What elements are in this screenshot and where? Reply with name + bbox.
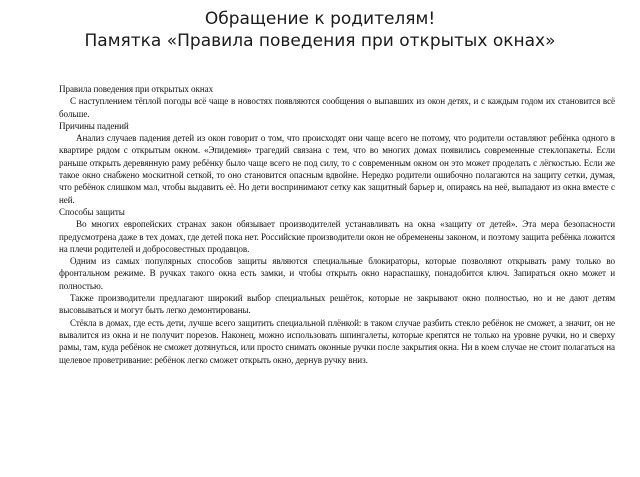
- title-line-memo: Памятка «Правила поведения при открытых окнах»: [84, 31, 556, 51]
- paragraph-intro: С наступлением тёплой погоды всё чаще в новостях появляются сообщения о выпавших из окон детях, и с каждым годом их становится всё больше.: [59, 96, 615, 119]
- heading-methods: Способы защиты: [59, 206, 125, 217]
- heading-rules: Правила поведения при открытых окнах: [59, 84, 214, 94]
- title-line-appeal: Обращение к родителям!: [204, 9, 436, 29]
- paragraph-methods-blockers: Одним из самых популярных способов защиты являются специальные блокираторы, которые позволяют открывать раму только во фронтальном режиме. В ручках такого окна есть замки, и чтобы открыть окно нараспашку, понадобится ключ. Запираться окно может и полностью.: [59, 256, 615, 291]
- paragraph-methods-film: Стёкла в домах, где есть дети, лучше всего защитить специальной плёнкой: в таком случае разбить стекло ребёнок не сможет, а значит, он не вывалится из окна и не получит порезов. Наконец, можно использовать шпингалеты, которые крепятся не только на уровне ручки, но и сверху рамы, там, куда ребёнок не сможет дотянуться, или просто снимать оконные ручки после закрытия окна. Ни в коем случае не стоит полагаться на щелевое проветривание: ребёнок легко сможет открыть окно, дернув ручку вниз.: [59, 317, 615, 365]
- slide-title: [0, 8, 640, 52]
- heading-causes: Причины падений: [59, 120, 129, 131]
- paragraph-causes: Анализ случаев падения детей из окон говорит о том, что происходят они чаще всего не потому, что родители оставляют ребёнка одного в квартире рядом с открытым окном. «Эпидемия» трагедий связана с тем, что во многих домах появились современные стеклопакеты. Если раньше открыть деревянную раму ребёнку было чаще всего не под силу, то с современным окном он это может проделать с лёгкостью. Если же такое окно снабжено москитной сеткой, то оно становится опасным вдвойне. Нередко родители ошибочно полагаются на защиту сетки, думая, что ребёнок слишком мал, чтобы выдавить её. Но дети воспринимают сетку как защитный барьер и, опираясь на неё, выпадают из окна вместе с ней.: [59, 133, 615, 205]
- paragraph-methods-law: Во многих европейских странах закон обязывает производителей устанавливать на окна «защиту от детей». Эта мера безопасности предусмотрена даже в тех домах, где детей пока нет. Российские производители окон не обременены законом, и поэтому защита ребёнка ложится на плечи родителей и добросовестных продавцов.: [59, 219, 615, 254]
- paragraph-methods-grilles: Также производители предлагают широкий выбор специальных решёток, которые не закрывают окно полностью, но и не дают детям высовываться и могут быть легко демонтированы.: [59, 293, 615, 316]
- memo-body: [59, 83, 615, 366]
